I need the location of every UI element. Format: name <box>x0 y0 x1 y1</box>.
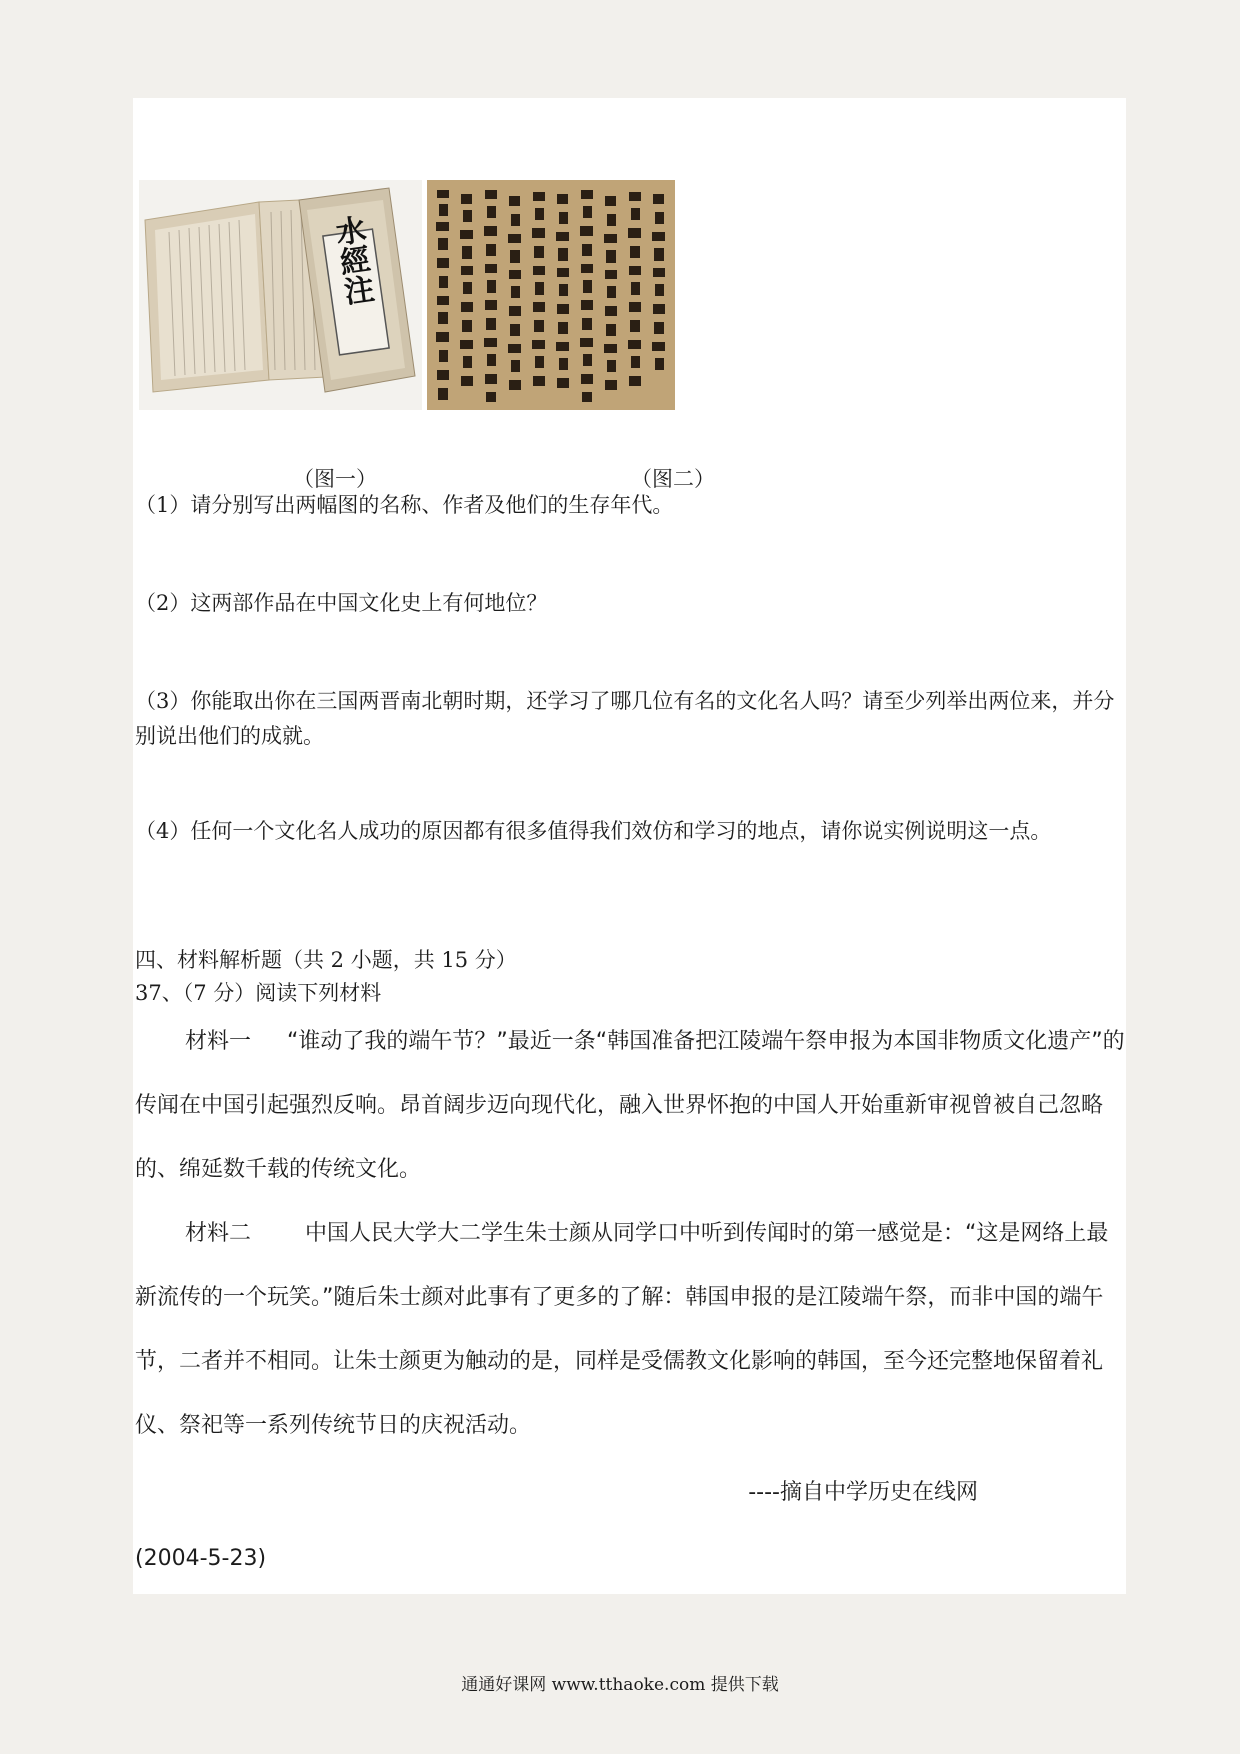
question-4: （4）任何一个文化名人成功的原因都有很多值得我们效仿和学习的地点，请你说实例说明这一点。 <box>135 819 1052 843</box>
source-date: (2004-5-23) <box>135 1546 267 1571</box>
material-1-label: 材料一 <box>185 1029 252 1054</box>
question-2: （2）这两部作品在中国文化史上有何地位？ <box>135 591 548 615</box>
section-heading: 四、材料解析题（共 2 小题，共 15 分） <box>135 948 517 972</box>
shuijingzhu-book-image <box>139 180 422 410</box>
figure-1-caption: （图一） <box>293 467 377 491</box>
material-2 <box>135 1202 1125 1458</box>
material-1 <box>135 1010 1125 1202</box>
question-3: （3）你能取出你在三国两晋南北朝时期，还学习了哪几位有名的文化名人吗？请至少列举出两位来，并分别说出他们的成就。 <box>135 689 1115 748</box>
figure-2-caption: （图二） <box>631 467 715 491</box>
source-citation: ----摘自中学历史在线网 <box>748 1480 978 1505</box>
document-page <box>133 98 1126 1594</box>
question-item-37: 37、（7 分）阅读下列材料 <box>135 981 382 1005</box>
page-footer: 通通好课网 www.tthaoke.com 提供下载 <box>461 1675 779 1695</box>
material-2-label: 材料二 <box>185 1221 252 1246</box>
material-1-text: “谁动了我的端午节？”最近一条“韩国准备把江陵端午祭申报为本国非物质文化遗产”的传闻在中国引起强烈反响。昂首阔步迈向现代化，融入世界怀抱的中国人开始重新审视曾被自己忽略的、绵延数千载的传统文化。 <box>135 1029 1125 1182</box>
question-1: （1）请分别写出两幅图的名称、作者及他们的生存年代。 <box>135 493 674 517</box>
calligraphy-scroll-image <box>427 180 675 410</box>
book-title-label: 水經注 <box>327 213 376 308</box>
material-2-text: 中国人民大学大二学生朱士颜从同学口中听到传闻时的第一感觉是：“这是网络上最新流传的一个玩笑。”随后朱士颜对此事有了更多的了解：韩国申报的是江陵端午祭，而非中国的端午节，二者并不相同。让朱士颜更为触动的是，同样是受儒教文化影响的韩国，至今还完整地保留着礼仪、祭祀等一系列传统节日的庆祝活动。 <box>135 1221 1109 1438</box>
